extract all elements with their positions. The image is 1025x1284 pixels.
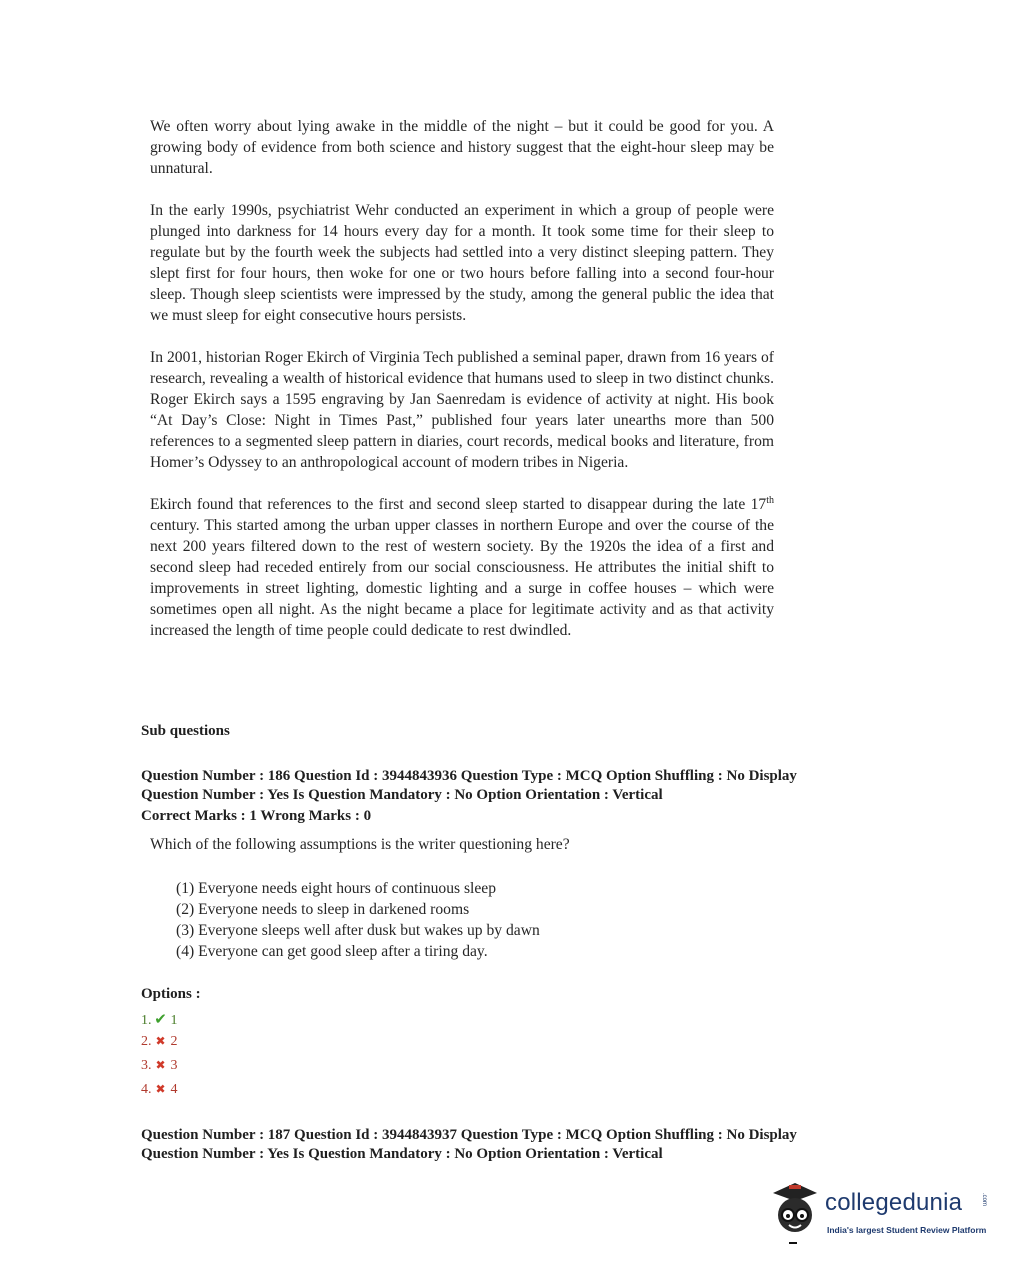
q186-choice-1: (1) Everyone needs eight hours of continuous sleep [176,880,497,897]
option-3 [141,1058,178,1074]
option-1 [141,1010,178,1029]
option-3-value: 3 [170,1058,178,1073]
sub-questions-heading: Sub questions [141,723,230,739]
option-3-number: 3. [141,1058,152,1073]
q187-meta [141,1126,797,1164]
passage-paragraph-4 [150,494,774,641]
option-4-number: 4. [141,1082,152,1097]
q186-meta-line-2: Question Number : Yes Is Question Mandatory : No Option Orientation : Vertical [141,787,663,803]
q186-choices [176,878,540,962]
q187-meta-line-1: Question Number : 187 Question Id : 3944843937 Question Type : MCQ Option Shuffling : No Display [141,1127,797,1143]
logo-tagline: India's largest Student Review Platform [827,1225,987,1235]
cross-icon: ✖ [155,1034,166,1048]
option-4-value: 4 [170,1082,178,1097]
cross-icon: ✖ [155,1058,166,1072]
superscript-th: th [766,494,774,506]
option-2-value: 2 [170,1034,178,1049]
passage-paragraph-4-start: Ekirch found that references to the first and second sleep started to disappear during the late 17 [150,496,767,513]
q187-meta-line-2: Question Number : Yes Is Question Mandatory : No Option Orientation : Vertical [141,1146,663,1162]
option-2-number: 2. [141,1034,152,1049]
option-2 [141,1034,178,1050]
logo-domain: .com [981,1193,987,1207]
q186-marks: Correct Marks : 1 Wrong Marks : 0 [141,808,372,824]
passage-paragraph-1: We often worry about lying awake in the middle of the night – but it could be good for you. A growing body of evidence from both science and history suggest that the eight-hour sleep may be unnatural. [150,118,774,177]
passage-paragraph-4-end: century. This started among the urban upper classes in northern Europe and over the course of the next 200 years filtered down to the rest of western society. By the 1920s the idea of a first and second sleep had receded entirely from our social consciousness. He attributes the initial shift to improvements in street lighting, domestic lighting and a surge in coffee houses – which were sometimes open all night. As the night became a place for legitimate activity and as that activity increased the length of time people could dedicate to rest dwindled. [150,517,774,639]
q186-choice-2: (2) Everyone needs to sleep in darkened rooms [176,901,470,918]
q186-choice-4: (4) Everyone can get good sleep after a tiring day. [176,943,488,960]
passage-paragraph-3: In 2001, historian Roger Ekirch of Virginia Tech published a seminal paper, drawn from 16 years of research, revealing a wealth of historical evidence that humans used to sleep in two distinct chunks. Roger Ekirch says a 1595 engraving by Jan Saenredam is evidence of activity at night. His book “At Day’s Close: Night in Times Past,” published four years later unearths more than 500 references to a segmented sleep pattern in diaries, court records, medical books and literature, from Homer’s Odyssey to an anthropological account of modern tribes in Nigeria. [150,349,774,471]
option-4 [141,1082,178,1098]
passage-paragraph-2: In the early 1990s, psychiatrist Wehr conducted an experiment in which a group of people were plunged into darkness for 14 hours every day for a month. It took some time for their sleep to regulate but by the fourth week the subjects had settled into a very distinct sleeping pattern. They slept first for four hours, then woke for one or two hours before falling into a second four-hour sleep. Though sleep scientists were impressed by the study, among the general public the idea that we must sleep for eight consecutive hours persists. [150,202,774,324]
mascot-icon [765,1175,825,1250]
q186-meta [141,767,797,805]
cross-icon: ✖ [155,1082,166,1096]
check-icon: ✔ [154,1012,167,1028]
option-1-value: 1 [170,1013,178,1028]
q186-choice-3: (3) Everyone sleeps well after dusk but wakes up by dawn [176,922,540,939]
option-1-number: 1. [141,1013,152,1028]
collegedunia-logo[interactable] [765,1175,995,1250]
options-label: Options : [141,986,201,1002]
q186-question-text: Which of the following assumptions is the writer questioning here? [150,836,570,853]
q186-meta-line-1: Question Number : 186 Question Id : 3944843936 Question Type : MCQ Option Shuffling : No Display [141,768,797,784]
passage [150,116,774,662]
logo-brand-name: collegedunia [825,1189,963,1216]
